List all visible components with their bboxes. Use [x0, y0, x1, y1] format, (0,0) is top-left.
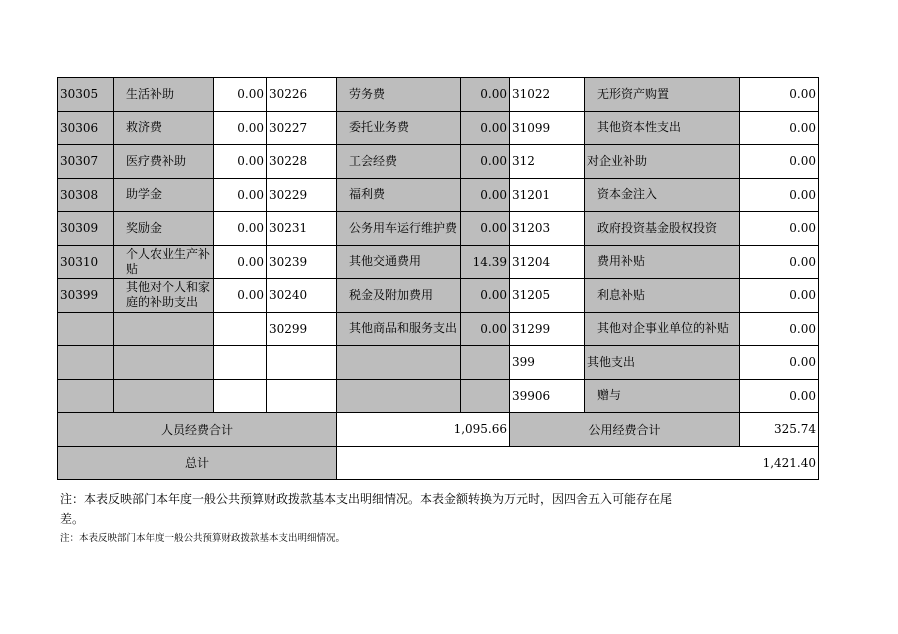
- public-code: 30299: [267, 312, 337, 346]
- capital-amount: 0.00: [740, 346, 819, 380]
- public-item: [337, 346, 461, 380]
- personnel-code: 30307: [58, 145, 114, 179]
- personnel-code: [58, 379, 114, 413]
- personnel-item: 救济费: [114, 111, 214, 145]
- personnel-amount: 0.00: [214, 212, 267, 246]
- capital-item: 其他支出: [585, 346, 740, 380]
- capital-item: 对企业补助: [585, 145, 740, 179]
- personnel-amount: 0.00: [214, 145, 267, 179]
- capital-item: 费用补贴: [585, 245, 740, 279]
- public-amount: [461, 379, 510, 413]
- public-item: 劳务费: [337, 78, 461, 112]
- personnel-item: 生活补助: [114, 78, 214, 112]
- personnel-amount: 0.00: [214, 111, 267, 145]
- table-row: [58, 379, 819, 413]
- public-amount: 14.39: [461, 245, 510, 279]
- capital-amount: 0.00: [740, 111, 819, 145]
- capital-amount: 0.00: [740, 145, 819, 179]
- grand-total-label: 总计: [58, 446, 337, 480]
- personnel-item: 个人农业生产补贴: [114, 245, 214, 279]
- footnote-line-2: 差。: [60, 512, 85, 526]
- capital-code: 31022: [510, 78, 585, 112]
- personnel-amount: 0.00: [214, 178, 267, 212]
- personnel-amount: 0.00: [214, 78, 267, 112]
- capital-code: 31204: [510, 245, 585, 279]
- grand-total-row: [58, 446, 819, 480]
- personnel-item: 医疗费补助: [114, 145, 214, 179]
- public-total-value: 325.74: [740, 413, 819, 447]
- subtotal-row: [58, 413, 819, 447]
- table-row: [58, 312, 819, 346]
- public-item: 公务用车运行维护费: [337, 212, 461, 246]
- personnel-code: 30399: [58, 279, 114, 313]
- public-code: 30228: [267, 145, 337, 179]
- personnel-item: 助学金: [114, 178, 214, 212]
- capital-item: 利息补贴: [585, 279, 740, 313]
- public-amount: 0.00: [461, 111, 510, 145]
- capital-amount: 0.00: [740, 279, 819, 313]
- table-row: [58, 178, 819, 212]
- table-row: [58, 212, 819, 246]
- public-item: 委托业务费: [337, 111, 461, 145]
- public-code: 30240: [267, 279, 337, 313]
- public-amount: 0.00: [461, 212, 510, 246]
- public-total-label: 公用经费合计: [510, 413, 740, 447]
- table-row: [58, 145, 819, 179]
- personnel-code: 30306: [58, 111, 114, 145]
- personnel-total-label: 人员经费合计: [58, 413, 337, 447]
- capital-item: 其他对企事业单位的补贴: [585, 312, 740, 346]
- capital-item: 资本金注入: [585, 178, 740, 212]
- personnel-item: 其他对个人和家庭的补助支出: [114, 279, 214, 313]
- personnel-code: [58, 346, 114, 380]
- capital-code: 31201: [510, 178, 585, 212]
- capital-item: 其他资本性支出: [585, 111, 740, 145]
- public-code: 30227: [267, 111, 337, 145]
- personnel-amount: [214, 346, 267, 380]
- capital-code: 312: [510, 145, 585, 179]
- capital-amount: 0.00: [740, 379, 819, 413]
- personnel-item: [114, 312, 214, 346]
- personnel-amount: [214, 312, 267, 346]
- capital-item: 无形资产购置: [585, 78, 740, 112]
- public-amount: 0.00: [461, 312, 510, 346]
- personnel-amount: 0.00: [214, 279, 267, 313]
- public-item: 工会经费: [337, 145, 461, 179]
- public-item: 福利费: [337, 178, 461, 212]
- budget-detail-table: [57, 77, 819, 480]
- table-row: [58, 279, 819, 313]
- capital-code: 31205: [510, 279, 585, 313]
- capital-item: 赠与: [585, 379, 740, 413]
- public-code: [267, 379, 337, 413]
- capital-code: 39906: [510, 379, 585, 413]
- personnel-code: 30308: [58, 178, 114, 212]
- capital-code: 31299: [510, 312, 585, 346]
- personnel-code: 30310: [58, 245, 114, 279]
- public-item: [337, 379, 461, 413]
- personnel-code: 30309: [58, 212, 114, 246]
- public-item: 税金及附加费用: [337, 279, 461, 313]
- public-code: 30226: [267, 78, 337, 112]
- public-amount: [461, 346, 510, 380]
- personnel-amount: 0.00: [214, 245, 267, 279]
- personnel-item: [114, 379, 214, 413]
- public-amount: 0.00: [461, 145, 510, 179]
- capital-item: 政府投资基金股权投资: [585, 212, 740, 246]
- public-amount: 0.00: [461, 279, 510, 313]
- capital-amount: 0.00: [740, 78, 819, 112]
- public-item: 其他商品和服务支出: [337, 312, 461, 346]
- public-code: 30239: [267, 245, 337, 279]
- footnote-line-3: 注：本表反映部门本年度一般公共预算财政拨款基本支出明细情况。: [60, 533, 346, 544]
- personnel-total-value: 1,095.66: [337, 413, 510, 447]
- capital-code: 399: [510, 346, 585, 380]
- personnel-amount: [214, 379, 267, 413]
- public-item: 其他交通费用: [337, 245, 461, 279]
- capital-amount: 0.00: [740, 178, 819, 212]
- grand-total-value: 1,421.40: [337, 446, 819, 480]
- table-row: [58, 78, 819, 112]
- capital-amount: 0.00: [740, 312, 819, 346]
- table-row: [58, 346, 819, 380]
- personnel-code: [58, 312, 114, 346]
- personnel-item: [114, 346, 214, 380]
- table-row: [58, 245, 819, 279]
- public-code: 30231: [267, 212, 337, 246]
- table-row: [58, 111, 819, 145]
- personnel-item: 奖励金: [114, 212, 214, 246]
- footnote-line-1: 注：本表反映部门本年度一般公共预算财政拨款基本支出明细情况。本表金额转换为万元时，因四舍五入可能存在尾: [60, 492, 673, 506]
- public-code: [267, 346, 337, 380]
- capital-amount: 0.00: [740, 245, 819, 279]
- public-code: 30229: [267, 178, 337, 212]
- personnel-code: 30305: [58, 78, 114, 112]
- capital-amount: 0.00: [740, 212, 819, 246]
- capital-code: 31203: [510, 212, 585, 246]
- public-amount: 0.00: [461, 178, 510, 212]
- public-amount: 0.00: [461, 78, 510, 112]
- capital-code: 31099: [510, 111, 585, 145]
